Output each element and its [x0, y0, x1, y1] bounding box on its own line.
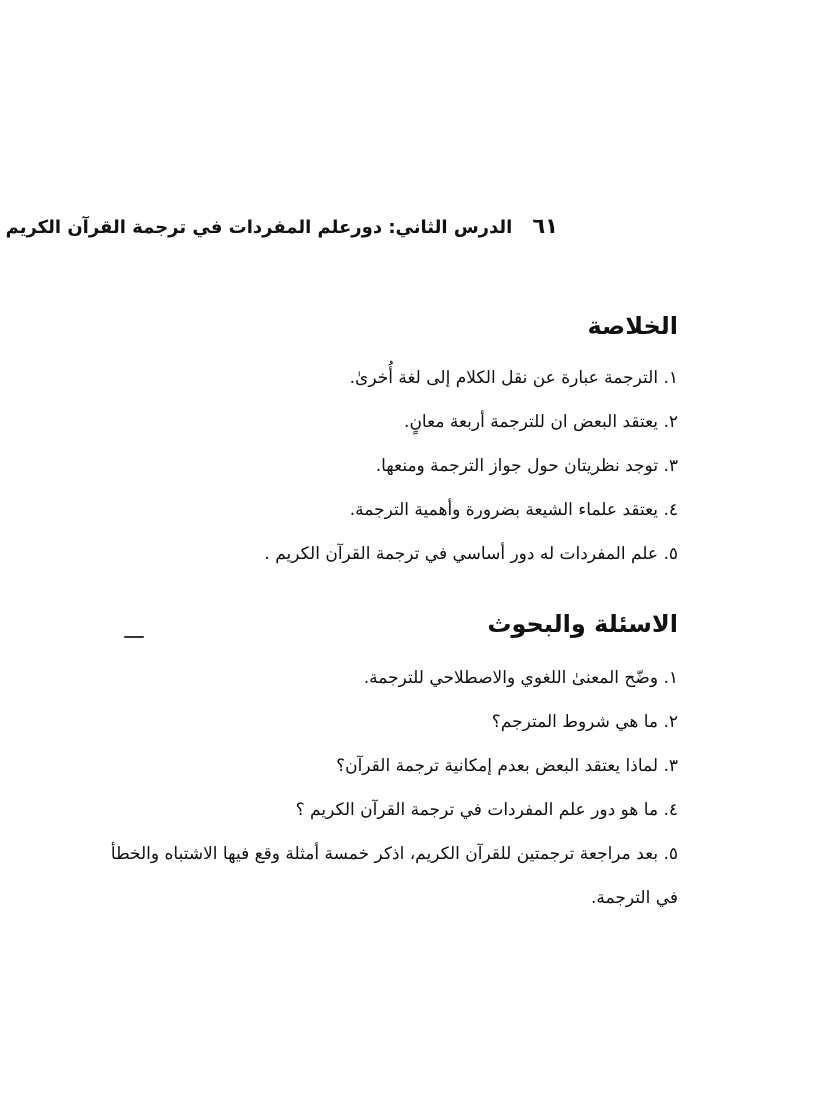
questions-list: [96, 656, 678, 920]
summary-item: ٣. توجد نظريتان حول جواز الترجمة ومنعها.: [375, 456, 678, 476]
question-item: ٥. بعد مراجعة ترجمتين للقرآن الكريم، اذكر خمسة أمثلة وقع فيها الاشتباه والخطأ في الترجمة.: [110, 844, 678, 908]
summary-item: ٢. يعتقد البعض ان للترجمة أربعة معانٍ.: [404, 412, 678, 432]
running-title: الدرس الثاني: دورعلم المفردات في ترجمة القرآن الكريم: [5, 217, 513, 238]
summary-heading: الخلاصة: [587, 312, 678, 340]
question-item: ٣. لماذا يعتقد البعض بعدم إمكانية ترجمة القرآن؟: [336, 756, 678, 776]
question-item: ٢. ما هي شروط المترجم؟: [491, 712, 678, 732]
print-speck: [124, 636, 144, 638]
page-header: [6, 214, 558, 238]
summary-item: ٥. علم المفردات له دور أساسي في ترجمة القرآن الكريم .: [264, 544, 678, 564]
summary-list: [264, 356, 678, 576]
summary-item: ٤. يعتقد علماء الشيعة بضرورة وأهمية الترجمة.: [349, 500, 678, 520]
summary-item: ١. الترجمة عبارة عن نقل الكلام إلى لغة أُخرىٰ.: [349, 368, 678, 388]
page-number: ٦١: [532, 214, 558, 238]
question-item: ٤. ما هو دور علم المفردات في ترجمة القرآن الكريم ؟: [295, 800, 678, 820]
question-item: ١. وضّح المعنىٰ اللغوي والاصطلاحي للترجمة.: [363, 668, 678, 688]
questions-heading: الاسئلة والبحوث: [487, 610, 678, 638]
